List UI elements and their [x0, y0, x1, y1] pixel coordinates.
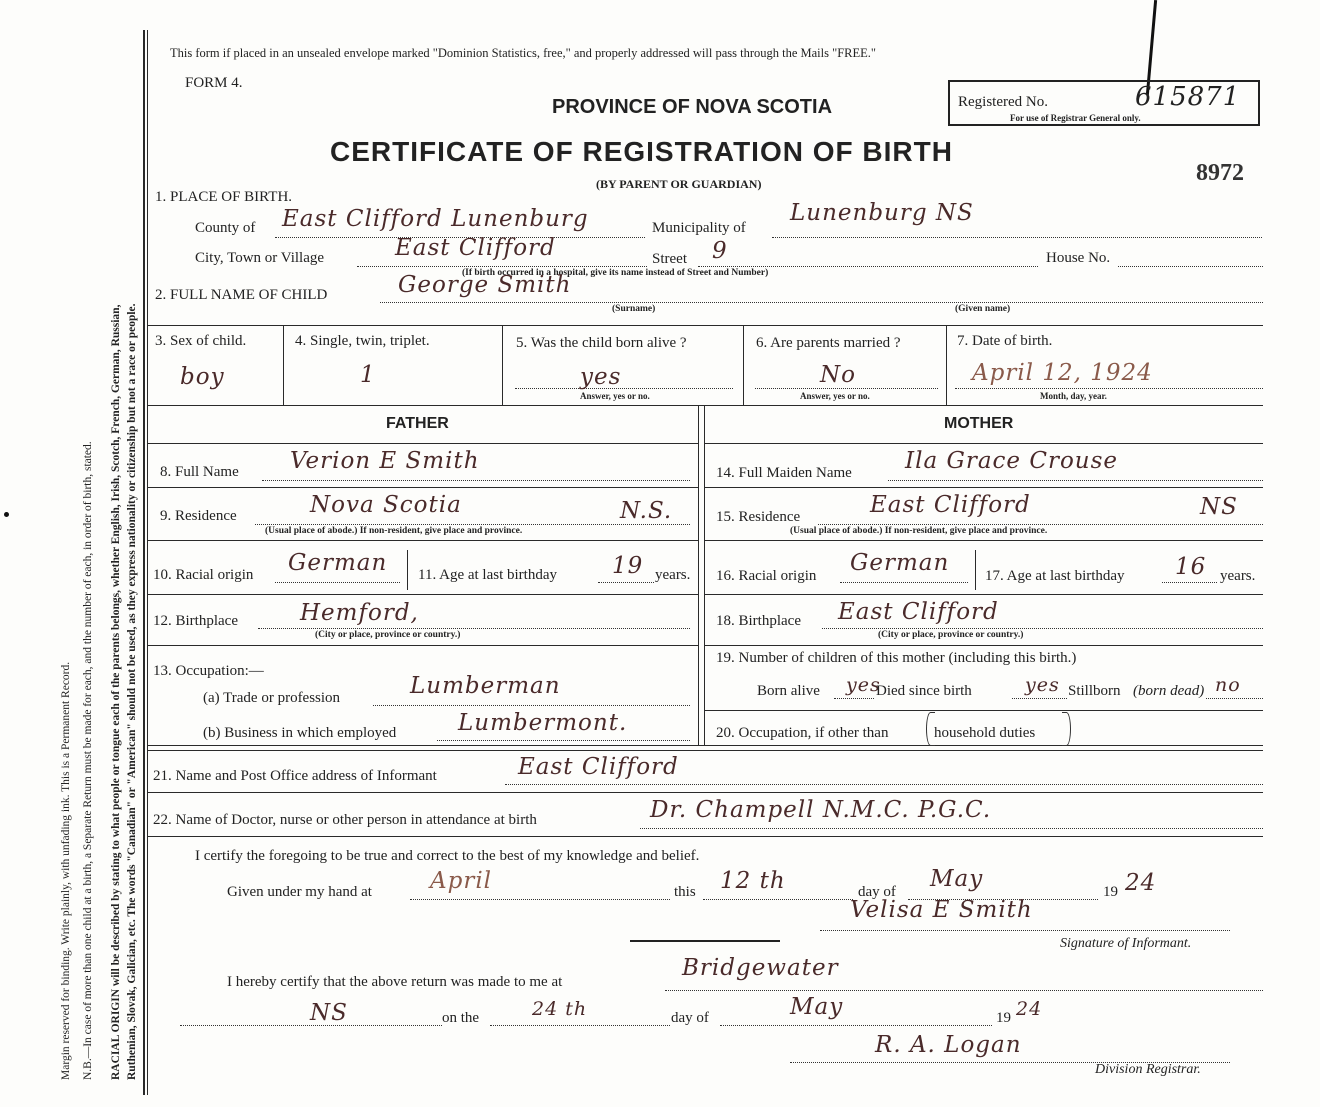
margin-note-multiple-births: N.B.—In case of more than one child at a birth, a Separate Return must be made for each, and the number of each, in order of birth, stated. — [82, 441, 94, 1080]
mother-occupation-label: 20. Occupation, if other than — [716, 725, 889, 741]
margin-note-binding: Margin reserved for binding. Write plainly, with unfading ink. This is a Permanent Record. — [60, 661, 72, 1080]
mother-heading: MOTHER — [944, 415, 1014, 432]
mother-race-value: German — [850, 550, 950, 576]
municipality-value: Lunenburg NS — [790, 200, 974, 226]
registrar-statement: I hereby certify that the above return was made to me at — [227, 974, 563, 990]
margin-note-racial-origin-cont: Ruthenian, Slovak, Galician, etc. The words "Canadian" or "American" should not be used, as they express nationality or citizenship but not a race or people. — [126, 303, 138, 1080]
mother-residence-province: NS — [1200, 494, 1238, 520]
father-race-label: 10. Racial origin — [153, 567, 254, 583]
given-note: (Given name) — [955, 304, 1011, 314]
street-value: 9 — [712, 238, 728, 264]
stillborn-note: (born dead) — [1133, 683, 1205, 699]
mother-age-label: 17. Age at last birthday — [985, 568, 1125, 584]
sex-value: boy — [180, 364, 225, 390]
mother-name-label: 14. Full Maiden Name — [716, 465, 852, 481]
father-birthplace-label: 12. Birthplace — [153, 613, 238, 629]
certify-day-label: day of — [858, 884, 896, 900]
house-label: House No. — [1046, 250, 1111, 266]
surname-note: (Surname) — [612, 304, 656, 314]
sex-label: 3. Sex of child. — [155, 333, 247, 349]
registrar-prov-value: NS — [310, 1000, 348, 1026]
city-value: East Clifford — [395, 235, 556, 261]
left-border-inner — [147, 30, 148, 1095]
father-age-value: 19 — [612, 553, 644, 579]
mother-children-label: 19. Number of children of this mother (including this birth.) — [716, 650, 1077, 666]
mother-occupation-value: household duties — [934, 725, 1036, 741]
province-heading: PROVINCE OF NOVA SCOTIA — [552, 96, 833, 118]
county-label: County of — [195, 220, 256, 236]
died-label: Died since birth — [876, 683, 972, 699]
certificate-title: CERTIFICATE OF REGISTRATION OF BIRTH — [330, 136, 953, 167]
father-trade-value: Lumberman — [410, 673, 561, 699]
doctor-value: Dr. Champell N.M.C. P.G.C. — [650, 797, 992, 823]
married-value: No — [820, 362, 856, 388]
alive-note: Answer, yes or no. — [580, 391, 650, 401]
child-name-label: 2. FULL NAME OF CHILD — [155, 287, 328, 303]
informant-label: 21. Name and Post Office address of Informant — [153, 768, 437, 784]
mother-race-label: 16. Racial origin — [716, 568, 817, 584]
form-number: FORM 4. — [185, 75, 243, 91]
father-heading: FATHER — [386, 415, 449, 432]
stillborn-value: no — [1215, 674, 1241, 696]
dob-note: Month, day, year. — [1040, 391, 1107, 401]
alive-value: yes — [580, 364, 622, 390]
married-note: Answer, yes or no. — [800, 391, 870, 401]
this-label: this — [674, 884, 696, 900]
father-birthplace-note: (City or place, province or country.) — [315, 630, 461, 640]
father-race-value: German — [288, 550, 388, 576]
father-trade-label: (a) Trade or profession — [203, 690, 341, 706]
registrar-year-prefix: 19 — [996, 1010, 1011, 1026]
father-residence-value: Nova Scotia — [310, 492, 462, 518]
hospital-note: (If birth occurred in a hospital, give its name instead of Street and Number) — [462, 268, 769, 278]
dob-value: April 12, 1924 — [972, 360, 1153, 386]
given-place-value: April — [430, 868, 493, 894]
single-value: 1 — [360, 362, 376, 388]
mother-residence-value: East Clifford — [870, 492, 1031, 518]
registrar-stamp: 8972 — [1196, 160, 1244, 186]
registered-label: Registered No. — [958, 94, 1048, 110]
informant-signature-label: Signature of Informant. — [1060, 936, 1192, 951]
registrar-day-value: 24 th — [532, 998, 588, 1020]
father-occupation-label: 13. Occupation:— — [153, 663, 264, 679]
married-label: 6. Are parents married ? — [756, 335, 901, 351]
left-border — [143, 30, 145, 1095]
registrar-place-value: Bridgewater — [682, 955, 839, 981]
born-alive-value: yes — [846, 674, 881, 696]
certificate-subtitle: (BY PARENT OR GUARDIAN) — [596, 177, 762, 191]
died-value: yes — [1025, 674, 1060, 696]
registrar-year-value: 24 — [1016, 998, 1043, 1020]
certify-year-value: 24 — [1125, 870, 1157, 896]
mother-residence-label: 15. Residence — [716, 509, 801, 525]
occupation-bracket-close — [1062, 712, 1071, 746]
given-label: Given under my hand at — [227, 884, 372, 900]
mother-residence-note: (Usual place of abode.) If non-resident, give place and province. — [790, 526, 1048, 536]
certify-statement: I certify the foregoing to be true and correct to the best of my knowledge and belief. — [195, 848, 700, 864]
certify-year-prefix: 19 — [1103, 884, 1118, 900]
certify-day-value: 12 th — [720, 868, 786, 894]
registrar-day-label: day of — [671, 1010, 709, 1026]
registrar-signature-label: Division Registrar. — [1095, 1062, 1201, 1077]
registrar-note: For use of Registrar General only. — [1010, 113, 1141, 123]
registered-box — [948, 80, 1260, 126]
mother-name-value: Ila Grace Crouse — [905, 448, 1119, 474]
father-age-label: 11. Age at last birthday — [418, 567, 557, 583]
county-value: East Clifford Lunenburg — [282, 206, 589, 232]
divider-line — [630, 940, 780, 942]
father-name-value: Verion E Smith — [290, 448, 480, 474]
place-heading: 1. PLACE OF BIRTH. — [155, 189, 293, 205]
dob-label: 7. Date of birth. — [957, 333, 1053, 349]
mother-age-value: 16 — [1175, 554, 1207, 580]
doctor-label: 22. Name of Doctor, nurse or other person in attendance at birth — [153, 812, 537, 828]
registrar-month-value: May — [790, 994, 844, 1020]
municipality-label: Municipality of — [652, 220, 746, 236]
born-alive-label: Born alive — [757, 683, 820, 699]
mail-notice: This form if placed in an unsealed envelope marked "Dominion Statistics, free," and properly addressed will pass through the Mails "FREE." — [170, 46, 877, 60]
city-label: City, Town or Village — [195, 250, 325, 266]
father-name-label: 8. Full Name — [160, 464, 239, 480]
margin-dot — [4, 512, 9, 517]
father-business-label: (b) Business in which employed — [203, 725, 397, 741]
father-business-value: Lumbermont. — [458, 710, 628, 736]
mother-birthplace-label: 18. Birthplace — [716, 613, 801, 629]
mother-birthplace-note: (City or place, province or country.) — [878, 630, 1024, 640]
father-age-years: years. — [655, 567, 691, 583]
margin-note-racial-origin: RACIAL ORIGIN will be described by stating to what people or tongue each of the parents belongs, whether English, Irish, Scotch, French, German, Russian, — [110, 304, 122, 1080]
single-label: 4. Single, twin, triplet. — [295, 333, 430, 349]
certify-month-value: May — [930, 866, 984, 892]
stillborn-label: Stillborn — [1068, 683, 1121, 699]
informant-signature: Velisa E Smith — [850, 897, 1033, 923]
registrar-signature: R. A. Logan — [875, 1032, 1022, 1058]
father-birthplace-value: Hemford, — [300, 600, 419, 626]
occupation-bracket-open — [926, 712, 935, 746]
father-residence-label: 9. Residence — [160, 508, 237, 524]
informant-value: East Clifford — [518, 754, 679, 780]
registered-number: 615871 — [1135, 82, 1241, 112]
father-residence-note: (Usual place of abode.) If non-resident, give place and province. — [265, 526, 523, 536]
mother-age-years: years. — [1220, 568, 1256, 584]
alive-label: 5. Was the child born alive ? — [516, 335, 687, 351]
child-name-value: George Smith — [398, 272, 572, 298]
registrar-on-label: on the — [442, 1010, 480, 1026]
mother-birthplace-value: East Clifford — [838, 599, 999, 625]
street-label: Street — [652, 251, 687, 267]
father-residence-province: N.S. — [620, 498, 673, 524]
